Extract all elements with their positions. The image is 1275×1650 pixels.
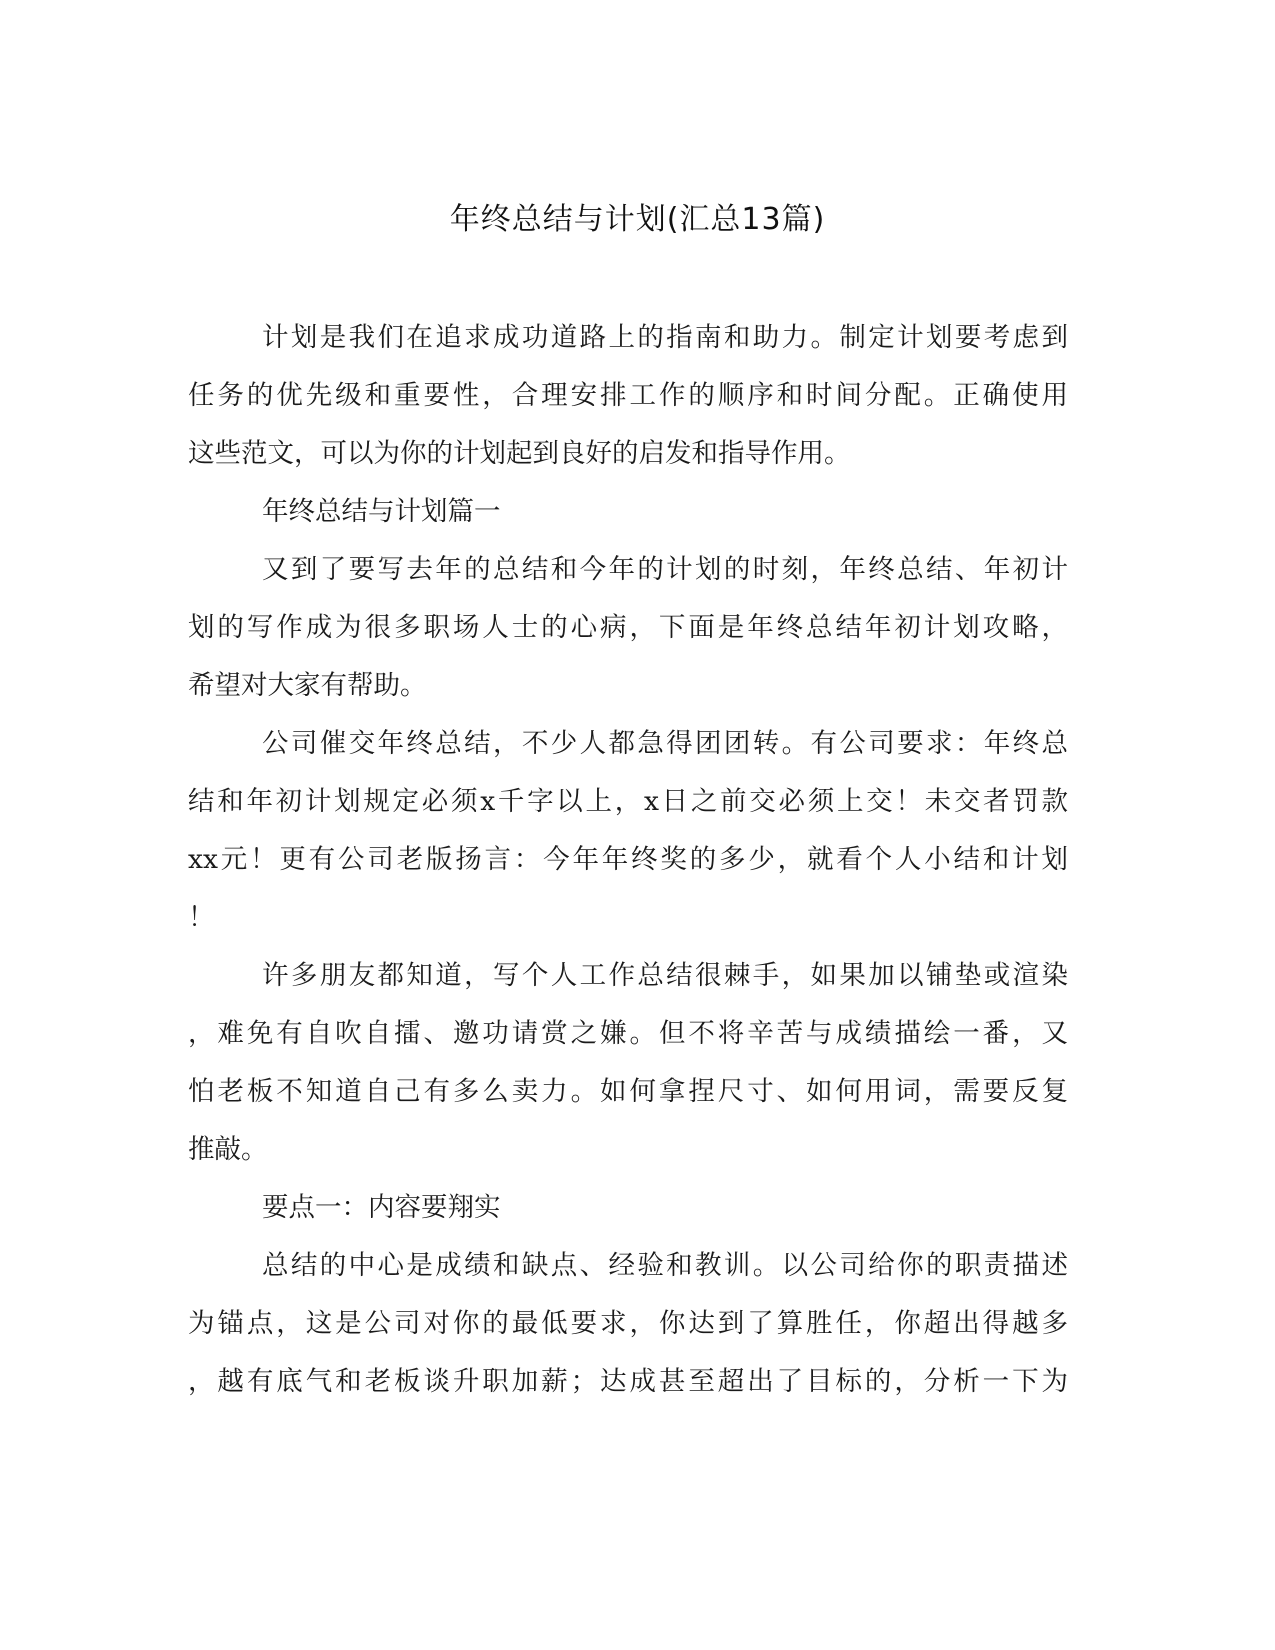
paragraph-line: 任务的优先级和重要性，合理安排工作的顺序和时间分配。正确使用 — [188, 380, 1068, 411]
section-heading: 年终总结与计划篇一 — [262, 496, 501, 527]
document-title: 年终总结与计划(汇总13篇) — [449, 202, 826, 237]
paragraph-line: 结和年初计划规定必须x千字以上，x日之前交必须上交！未交者罚款 — [188, 786, 1068, 817]
paragraph-line: 希望对大家有帮助。 — [188, 670, 427, 701]
paragraph-line: 许多朋友都知道，写个人工作总结很棘手，如果加以铺垫或渲染 — [262, 960, 1068, 991]
paragraph-line: 又到了要写去年的总结和今年的计划的时刻，年终总结、年初计 — [262, 554, 1068, 585]
paragraph-line: 怕老板不知道自己有多么卖力。如何拿捏尺寸、如何用词，需要反复 — [188, 1076, 1068, 1107]
paragraph-line: 计划是我们在追求成功道路上的指南和助力。制定计划要考虑到 — [262, 322, 1068, 353]
paragraph-line: 为锚点，这是公司对你的最低要求，你达到了算胜任，你超出得越多 — [188, 1308, 1068, 1339]
paragraph-line: ，越有底气和老板谈升职加薪；达成甚至超出了目标的，分析一下为 — [188, 1366, 1068, 1397]
paragraph-line: 划的写作成为很多职场人士的心病，下面是年终总结年初计划攻略， — [188, 612, 1068, 643]
paragraph-line: 总结的中心是成绩和缺点、经验和教训。以公司给你的职责描述 — [262, 1250, 1068, 1281]
paragraph-line: xx元！更有公司老版扬言：今年年终奖的多少，就看个人小结和计划 — [188, 844, 1068, 875]
section-heading: 要点一：内容要翔实 — [262, 1192, 501, 1223]
paragraph-line: 这些范文，可以为你的计划起到良好的启发和指导作用。 — [188, 438, 851, 469]
paragraph-line: 公司催交年终总结，不少人都急得团团转。有公司要求：年终总 — [262, 728, 1068, 759]
paragraph-line: ！ — [188, 902, 215, 933]
paragraph-line: ，难免有自吹自擂、邀功请赏之嫌。但不将辛苦与成绩描绘一番，又 — [188, 1018, 1068, 1049]
paragraph-line: 推敲。 — [188, 1134, 268, 1165]
